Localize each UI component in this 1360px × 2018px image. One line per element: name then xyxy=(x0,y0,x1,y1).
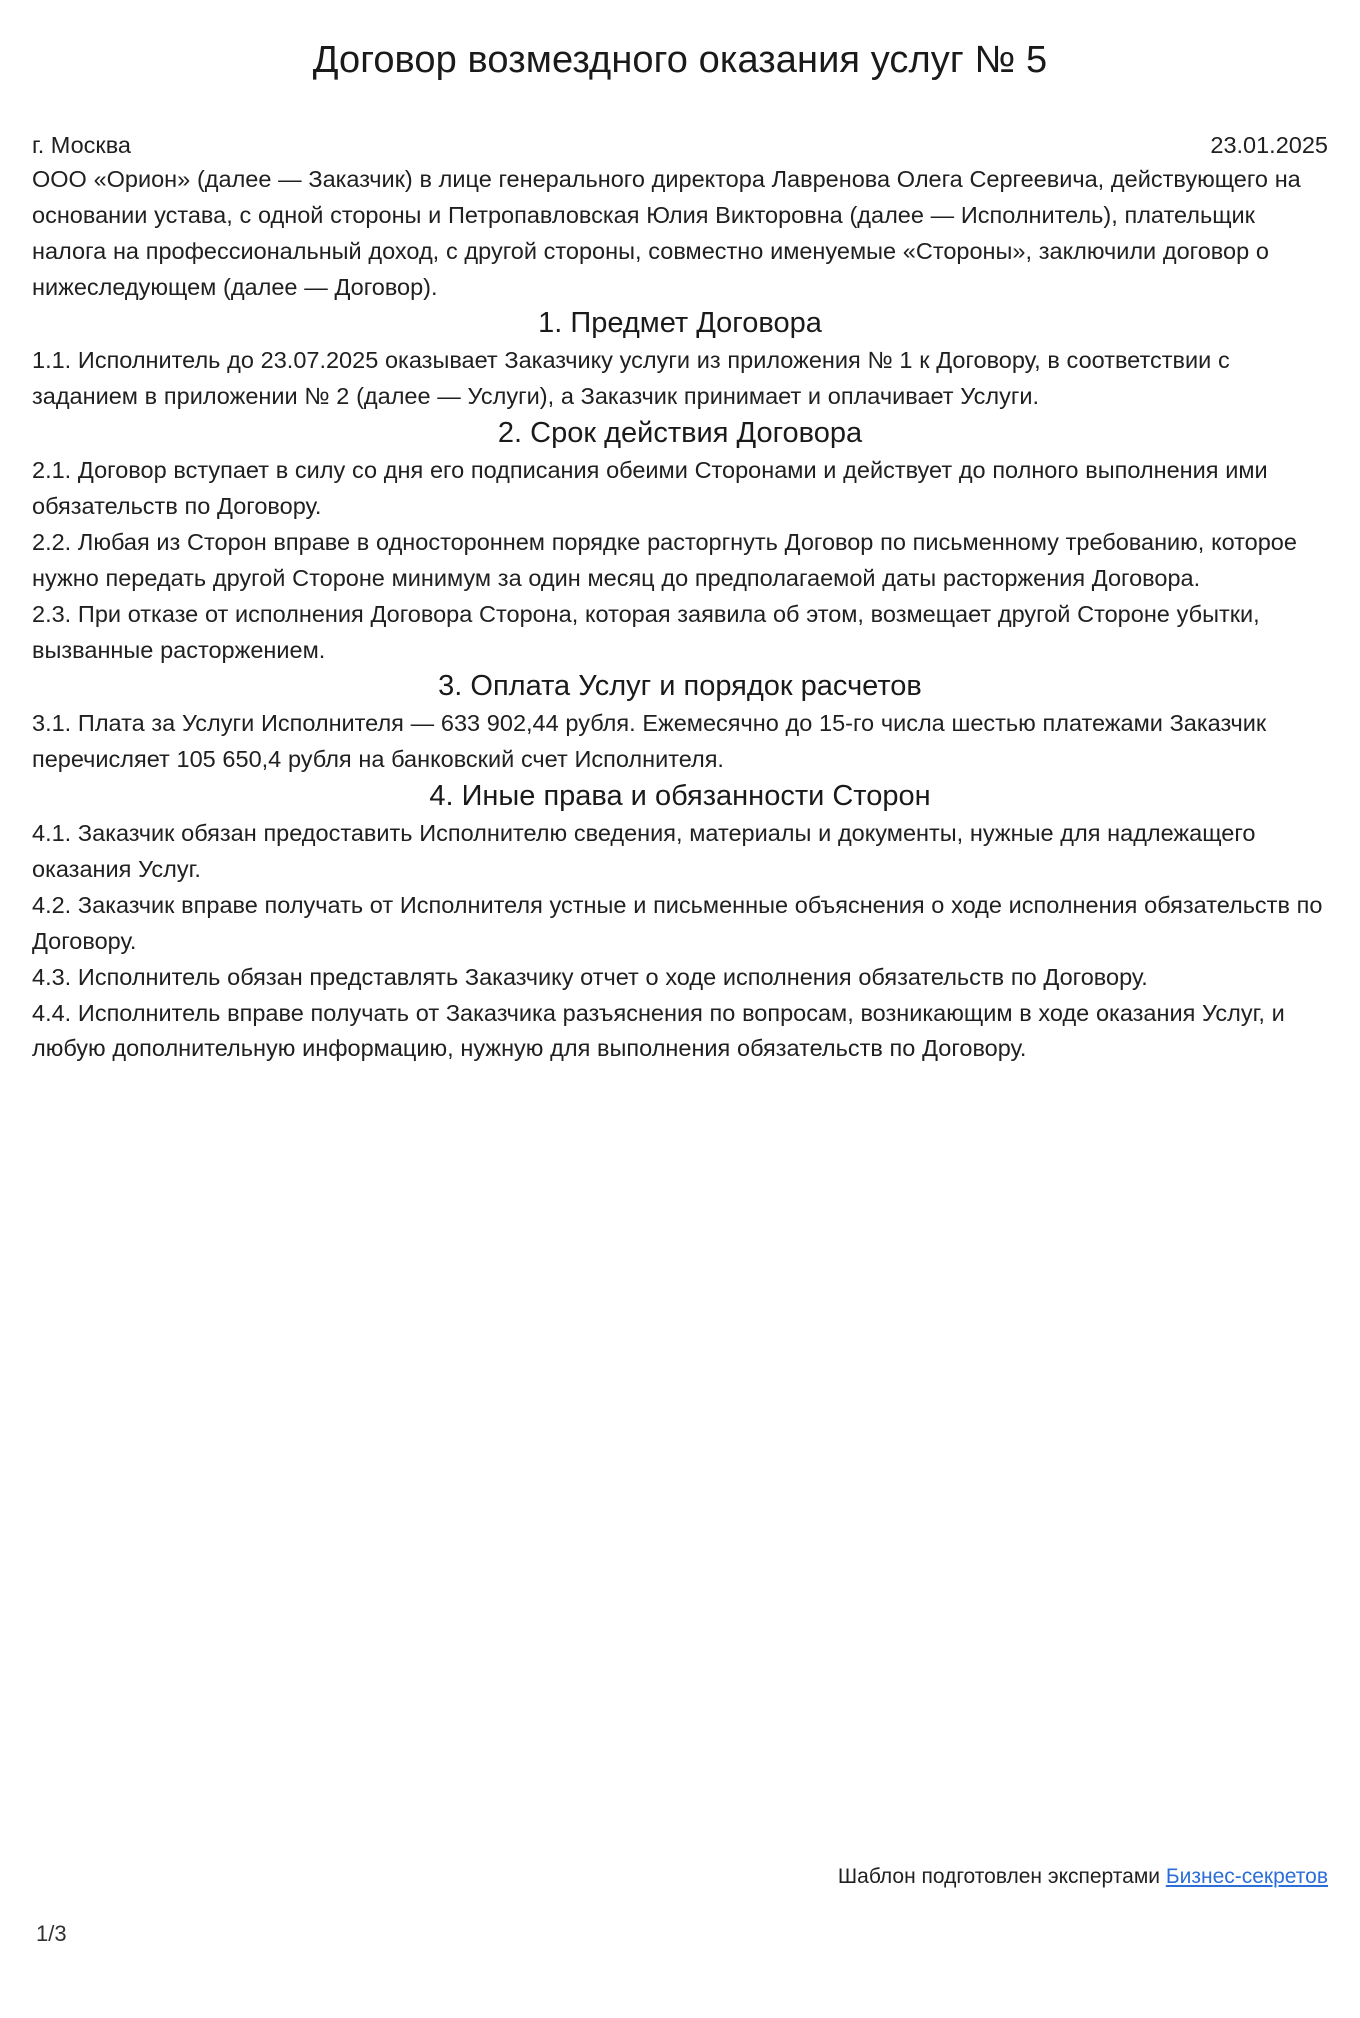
business-secrets-link[interactable]: Бизнес-секретов xyxy=(1165,1865,1328,1888)
document-meta xyxy=(32,128,1328,162)
section-3-paragraph-1: 3.1. Плата за Услуги Исполнителя — 633 902,44 рубля. Ежемесячно до 15-го числа шестью платежами Заказчик перечисляет 105 650,4 рубля на банковский счет Исполнителя. xyxy=(32,710,1267,773)
city-label: г. Москва xyxy=(32,131,131,158)
date-label: 23.01.2025 xyxy=(1210,131,1328,158)
section-4-paragraph-4: 4.4. Исполнитель вправе получать от Заказчика разъяснения по вопросам, возникающим в ходе оказания Услуг, и любую дополнительную информацию, нужную для выполнения обязательств по Договору. xyxy=(32,999,1285,1062)
section-heading-4: 4. Иные права и обязанности Сторон xyxy=(429,780,931,813)
section-heading-3: 3. Оплата Услуг и порядок расчетов xyxy=(438,670,922,703)
page-number: 1/3 xyxy=(36,1921,67,1946)
section-2-paragraph-2: 2.2. Любая из Сторон вправе в одностороннем порядке расторгнуть Договор по письменному требованию, которое нужно передать другой Стороне минимум за один месяц до предполагаемой даты расторжения Договора. xyxy=(32,528,1297,591)
section-2-paragraph-3: 2.3. При отказе от исполнения Договора Сторона, которая заявила об этом, возмещает другой Стороне убытки, вызванные расторжением. xyxy=(32,600,1260,663)
section-2-paragraph-1: 2.1. Договор вступает в силу со дня его подписания обеими Сторонами и действует до полного выполнения ими обязательств по Договору. xyxy=(32,456,1268,519)
footer-note-text: Шаблон подготовлен экспертами xyxy=(837,1865,1166,1888)
page-title: Договор возмездного оказания услуг № 5 xyxy=(312,39,1048,81)
section-4-paragraph-2: 4.2. Заказчик вправе получать от Исполнителя устные и письменные объяснения о ходе исполнения обязательств по Договору. xyxy=(32,891,1323,954)
section-heading-1: 1. Предмет Договора xyxy=(538,307,822,340)
section-1-paragraph-1: 1.1. Исполнитель до 23.07.2025 оказывает Заказчику услуги из приложения № 1 к Договору, в соответствии с заданием в приложении № 2 (далее — Услуги), а Заказчик принимает и оплачивает Услуги. xyxy=(32,347,1230,410)
intro-paragraph: ООО «Орион» (далее — Заказчик) в лице генерального директора Лавренова Олега Сергеевича, действующего на основании устава, с одной стороны и Петропавловская Юлия Викторовна (далее — Исполнитель), плательщик налога на профессиональный доход, с другой стороны, совместно именуемые «Стороны», заключили договор о нижеследующем (далее — Договор). xyxy=(32,165,1301,300)
footer-note xyxy=(32,1862,1328,1891)
section-4-paragraph-1: 4.1. Заказчик обязан предоставить Исполнителю сведения, материалы и документы, нужные для надлежащего оказания Услуг. xyxy=(32,819,1256,882)
section-heading-2: 2. Срок действия Договора xyxy=(497,417,863,450)
section-4-paragraph-3: 4.3. Исполнитель обязан представлять Заказчику отчет о ходе исполнения обязательств по Договору. xyxy=(32,963,1148,990)
